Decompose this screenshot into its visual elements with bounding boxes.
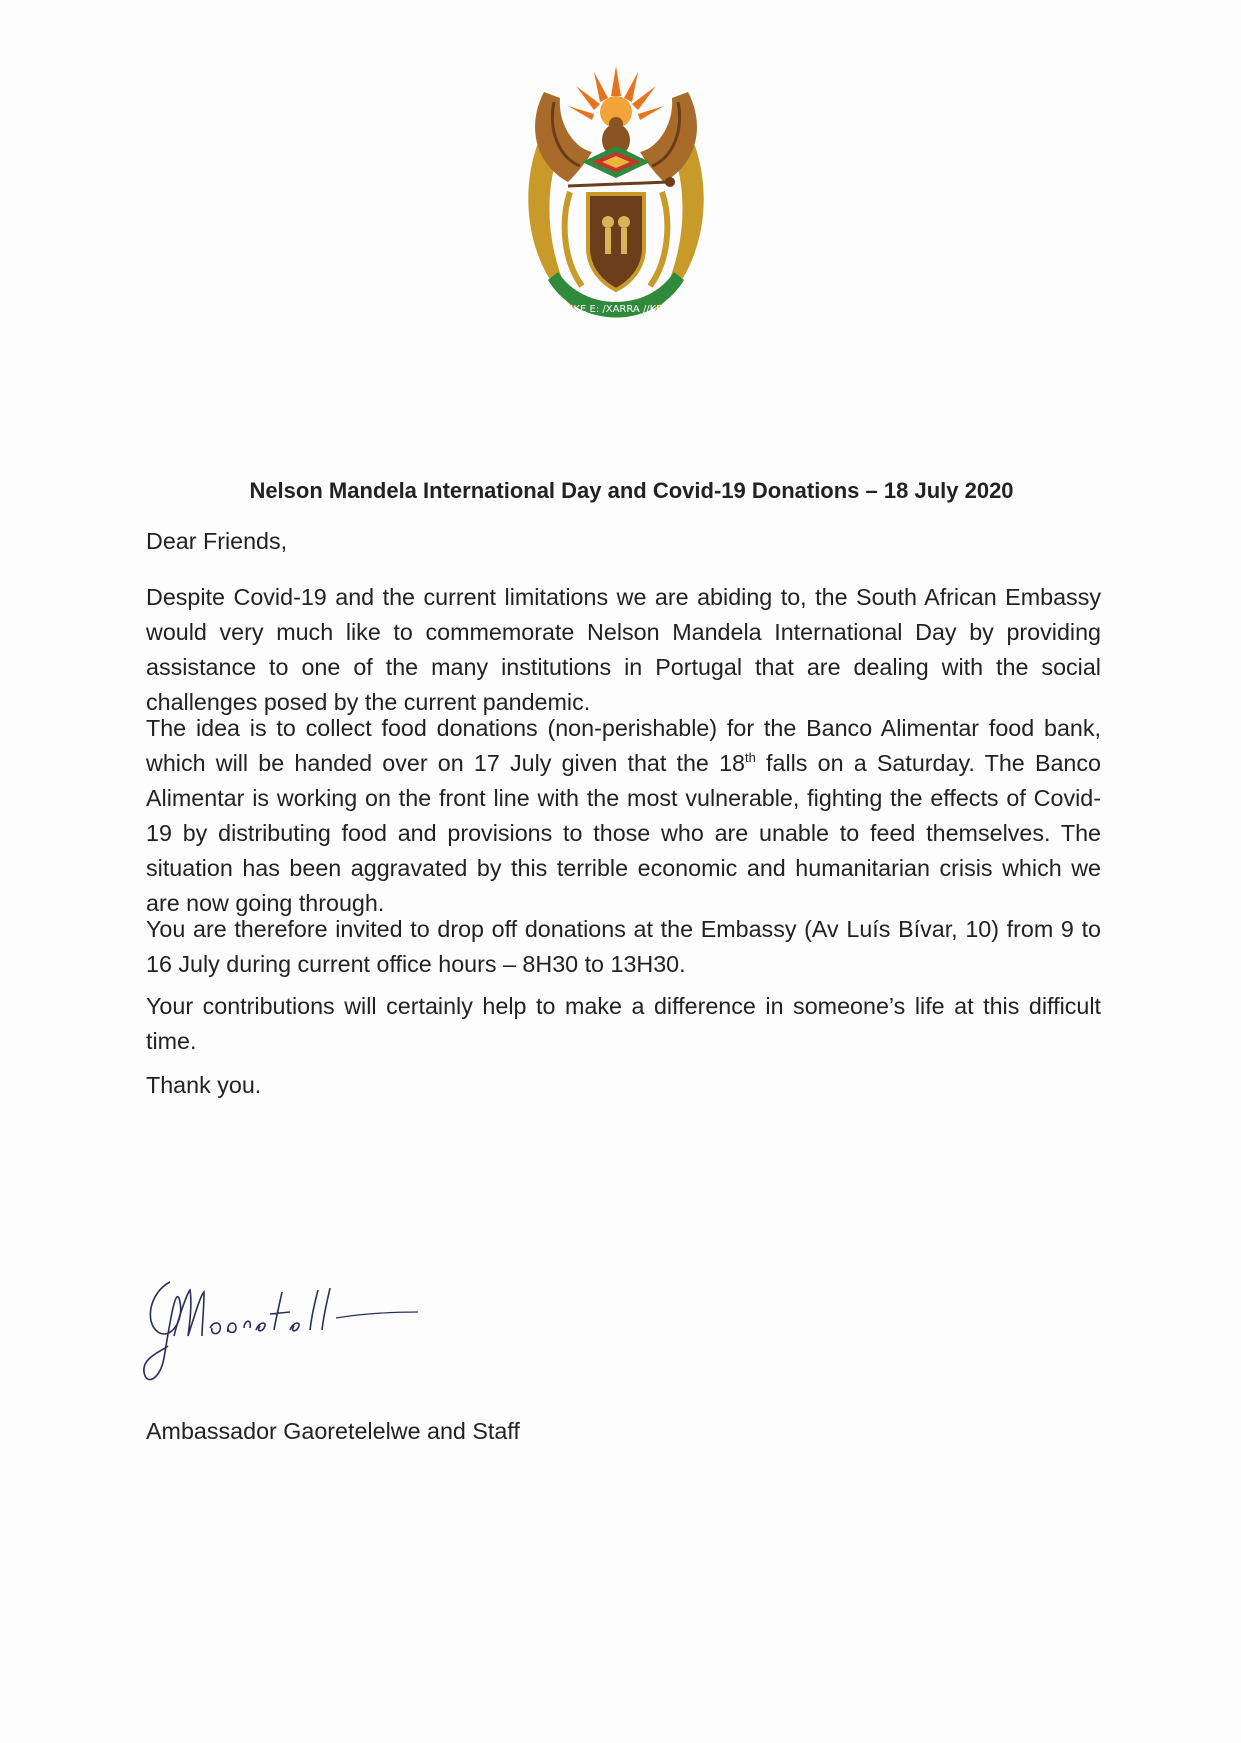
paragraph-4: Your contributions will certainly help to make a difference in someone’s life at this difficult time. [146,993,1101,1054]
closing-line: Thank you. [146,1072,262,1098]
letter-salutation: Dear Friends, [146,528,288,554]
paragraph-3: You are therefore invited to drop off donations at the Embassy (Av Luís Bívar, 10) from 9 to 16 July during current office hours – 8H30 to 13H30. [146,916,1101,977]
letter-title: Nelson Mandela International Day and Covid-19 Donations – 18 July 2020 [249,478,1014,503]
handwritten-signature [140,1262,440,1394]
sign-off-name: Ambassador Gaoretelelwe and Staff [146,1418,520,1444]
crest-motto: !KE E: /XARRA //KE [569,304,663,315]
coat-of-arms-emblem [508,62,724,334]
paragraph-1: Despite Covid-19 and the current limitations we are abiding to, the South African Embassy would very much like to commemorate Nelson Mandela International Day by providing assistance to one of the many institutions in Portugal that are dealing with the social challenges posed by the current pandemic. [146,584,1101,715]
paragraph-2: The idea is to collect food donations (non-perishable) for the Banco Alimentar food bank, which will be handed over on 17 July given that the 18th falls on a Saturday. The Banco Alimentar is working on the front line with the most vulnerable, fighting the effects of Covid-19 by distributing food and provisions to those who are unable to feed themselves. The situation has been aggravated by this terrible economic and humanitarian crisis which we are now going through. [146,715,1101,916]
